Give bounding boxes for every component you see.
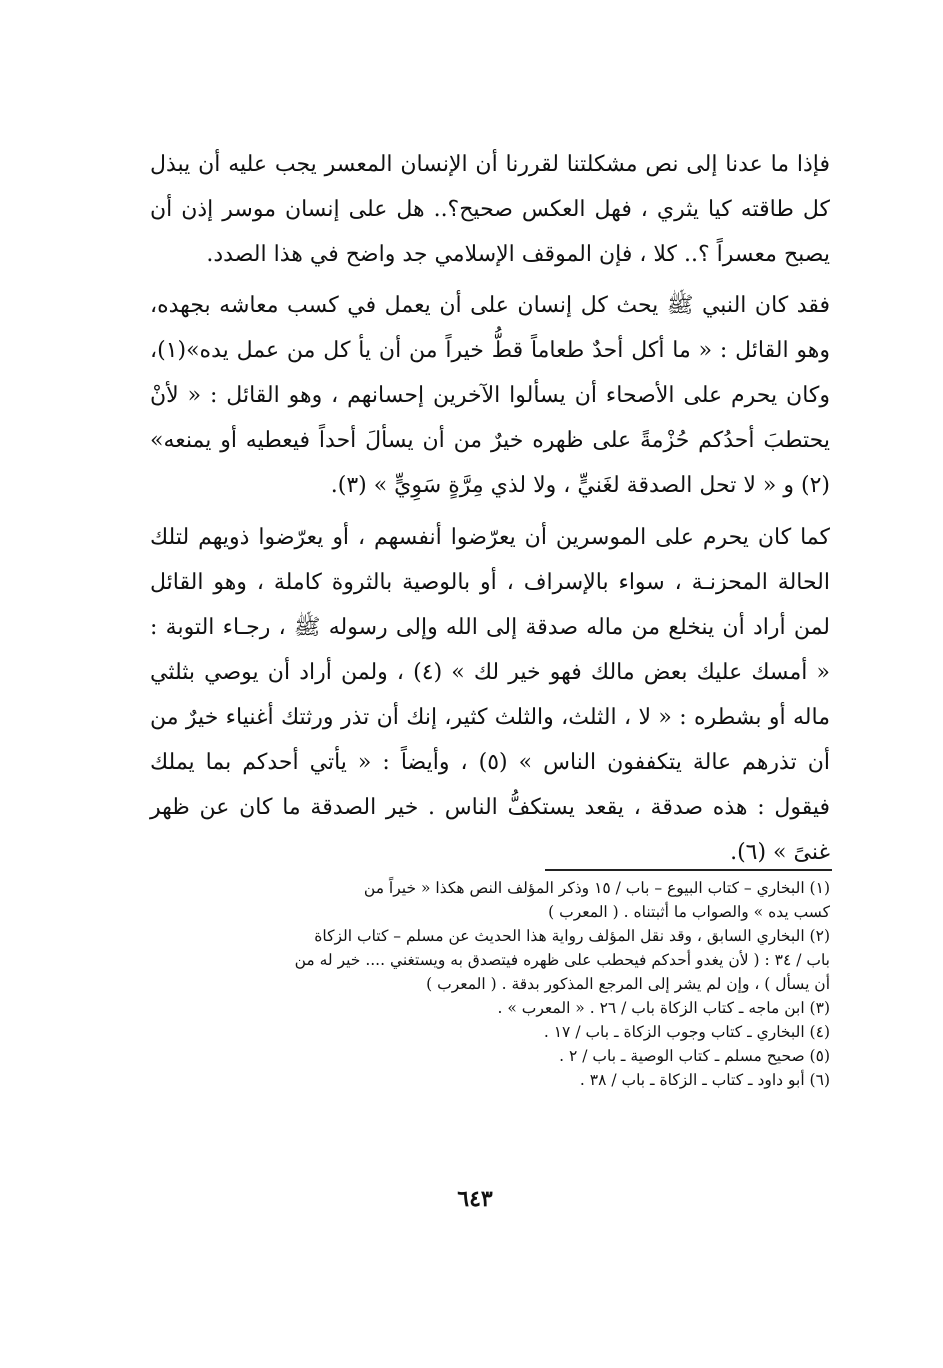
body-paragraph: كما كان يحرم على الموسرين أن يعرّضوا أنفسهم ، أو يعرّضوا ذويهم لتلك الحالة المحزنـة ، سواء بالإسراف ، أو بالوصية بالثروة كاملة ، وهو القائل لمن أراد أن ينخلع من ماله صدقة إلى الله وإلى رسوله ﷺ ، رجـاء التوبة : « أمسك عليك بعض مالك فهو خير لك » (٤) ، ولمن أراد أن يوصي بثلثي ماله أو بشطره : « لا ، الثلث، والثلث كثير، إنك أن تذر ورثتك أغنياء خيرٌ من أن تذرهم عالة يتكففون الناس » (٥) ، وأيضاً : « يأتي أحدكم بما يملك فيقول : هذه صدقة ، يقعد يستكفُّ الناس . خير الصدقة ما كان عن ظهر غنىً » (٦).: [150, 525, 831, 865]
footnote-line: (١) البخاري – كتاب البيوع – باب / ١٥ وذكر المؤلف النص هكذا « خيراً من: [363, 879, 830, 897]
footnote-line: أن يسأل ) ، وإن لم يشر إلى المرجع المذكور بدقة . ( المعرب ): [426, 975, 830, 993]
page-number: ٦٤٣: [457, 1186, 493, 1212]
footnote-line: (٣) ابن ماجه ـ كتاب الزكاة باب / ٢٦ . « المعرب » .: [497, 999, 830, 1017]
footnote-line: (٥) صحيح مسلم ـ كتاب الوصية ـ باب / ٢ .: [559, 1047, 830, 1065]
body-paragraph: فقد كان النبي ﷺ يحث كل إنسان على أن يعمل في كسب معاشه بجهده، وهو القائل : « ما أكل أحدٌ طعاماً قطُّ خيراً من أن يأ كل من عمل يده»(١)، وكان يحرم على الأصحاء أن يسألوا الآخرين إحسانهم ، وهو القائل : « لأنْ يحتطبَ أحدُكم حُزْمةً على ظهره خيرٌ من أن يسألَ أحداً فيعطيه أو يمنعه» (٢) و « لا تحل الصدقة لغَنيٍّ ، ولا لذي مِرَّةٍ سَوِيٍّ » (٣).: [150, 293, 830, 498]
footnote-line: كسب يده » والصواب ما أثبتناه . ( المعرب ): [548, 903, 830, 921]
footnote-line: (٤) البخاري ـ كتاب وجوب الزكاة ـ باب / ١٧ .: [543, 1023, 830, 1041]
footnote-line: (٦) أبو داود ـ كتاب ـ الزكاة ـ باب / ٣٨ .: [579, 1071, 830, 1089]
footnotes-list: [150, 876, 830, 1092]
footnote-divider: [545, 869, 832, 871]
body-paragraph: فإذا ما عدنا إلى نص مشكلتنا لقررنا أن الإنسان المعسر يجب عليه أن يبذل كل طاقته كيا يثري ، فهل العكس صحيح؟.. هل على إنسان موسر إذن أن يصبح معسراً ؟.. كلا ، فإن الموقف الإسلامي جد واضح في هذا الصدد.: [150, 152, 831, 267]
footnote-line: باب / ٣٤ : ( لأن يغدو أحدكم فيحطب على ظهره فيتصدق به ويستغني .... خير له من: [294, 951, 830, 969]
footnote-line: (٢) البخاري السابق ، وقد نقل المؤلف رواية هذا الحديث عن مسلم – كتاب الزكاة: [314, 927, 830, 945]
